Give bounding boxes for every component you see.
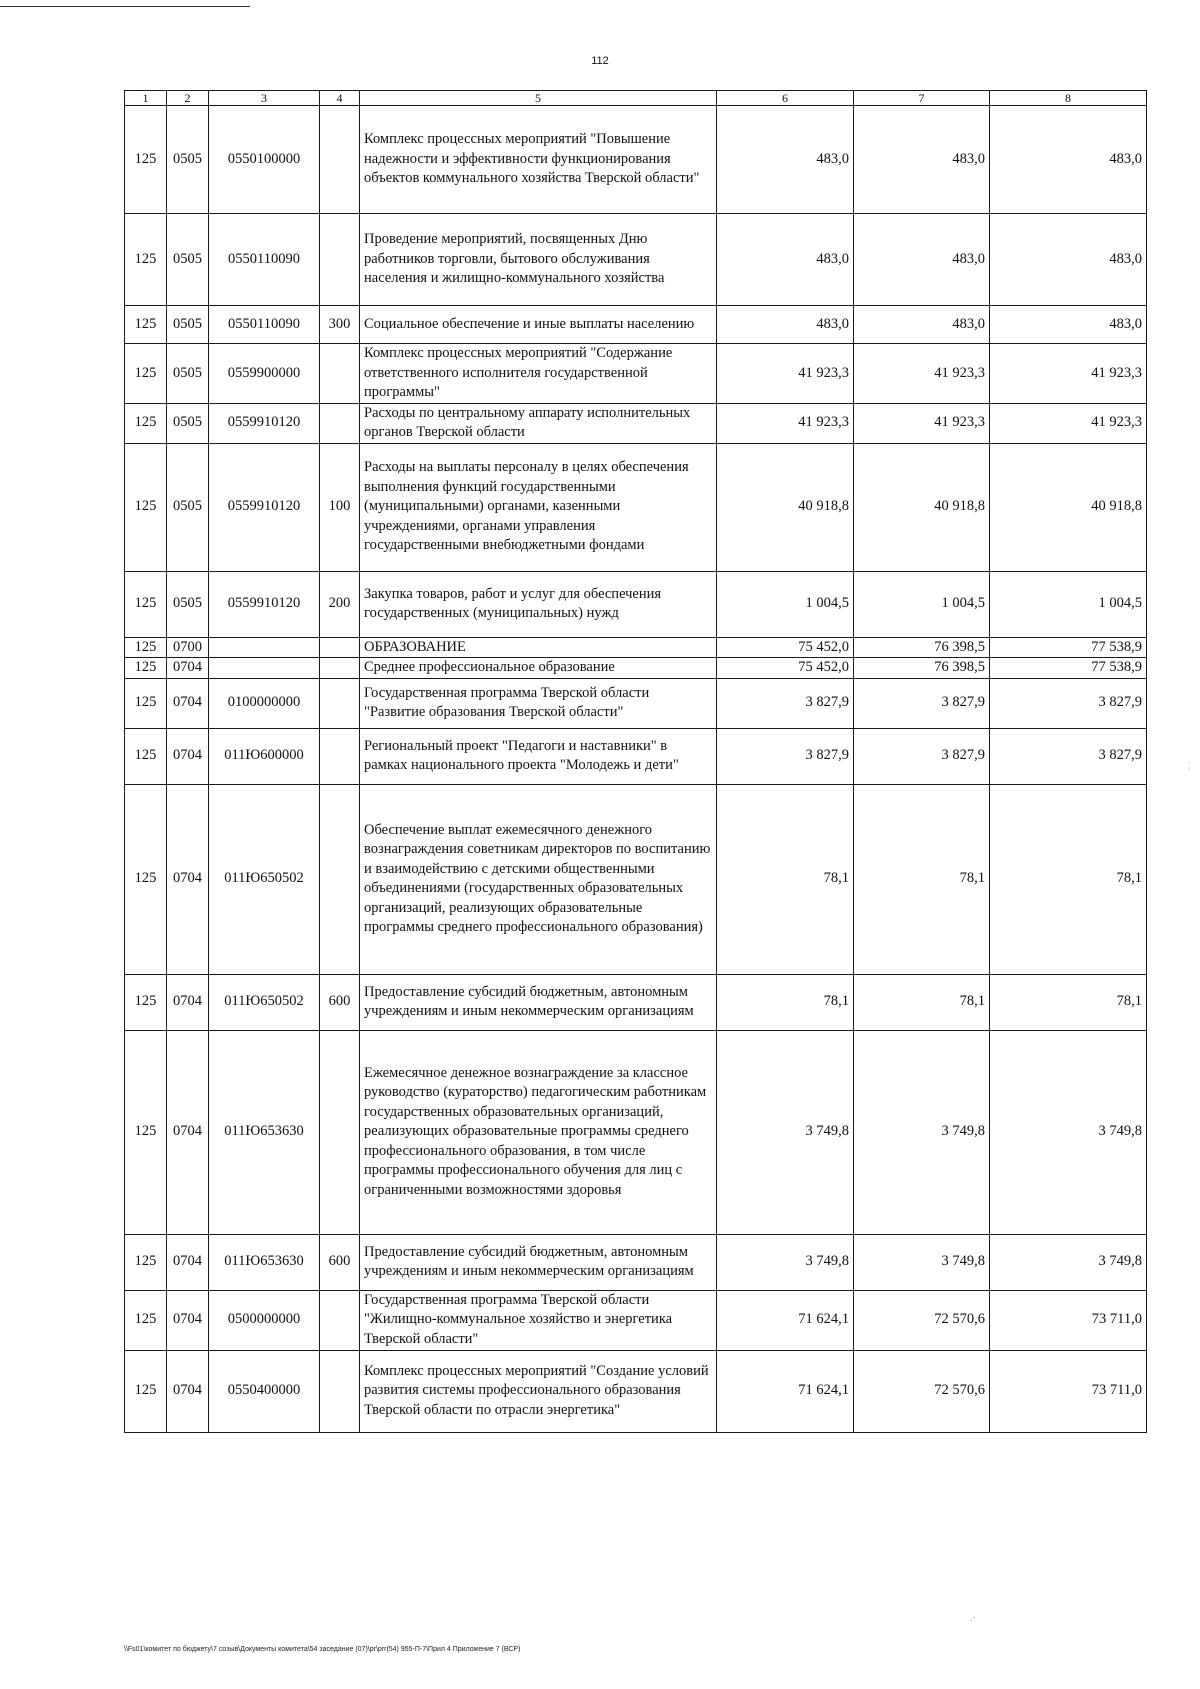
cell-col3: 0550110090 bbox=[209, 214, 320, 306]
column-header: 5 bbox=[360, 91, 717, 106]
cell-value-col6: 41 923,3 bbox=[717, 403, 854, 443]
cell-description: Государственная программа Тверской области "Развитие образования Тверской области" bbox=[360, 678, 717, 728]
cell-col3: 0550400000 bbox=[209, 1350, 320, 1432]
cell-value-col8: 3 749,8 bbox=[990, 1030, 1147, 1234]
cell-col2: 0505 bbox=[167, 106, 209, 214]
cell-col4: 300 bbox=[320, 306, 360, 344]
cell-value-col8: 3 749,8 bbox=[990, 1234, 1147, 1290]
column-header: 1 bbox=[125, 91, 167, 106]
cell-value-col7: 72 570,6 bbox=[854, 1290, 990, 1350]
cell-value-col6: 483,0 bbox=[717, 106, 854, 214]
cell-col2: 0704 bbox=[167, 1290, 209, 1350]
cell-col3: 011Ю650502 bbox=[209, 974, 320, 1030]
cell-col4 bbox=[320, 1290, 360, 1350]
table-row bbox=[125, 306, 1147, 344]
cell-col4: 600 bbox=[320, 1234, 360, 1290]
cell-value-col7: 76 398,5 bbox=[854, 637, 990, 658]
cell-col2: 0704 bbox=[167, 784, 209, 974]
cell-col3: 0550110090 bbox=[209, 306, 320, 344]
cell-col1: 125 bbox=[125, 106, 167, 214]
cell-col3 bbox=[209, 637, 320, 658]
cell-value-col6: 71 624,1 bbox=[717, 1350, 854, 1432]
cell-col1: 125 bbox=[125, 214, 167, 306]
cell-col4 bbox=[320, 403, 360, 443]
cell-col3: 0500000000 bbox=[209, 1290, 320, 1350]
cell-value-col7: 1 004,5 bbox=[854, 571, 990, 637]
scan-artifact: ¦ bbox=[1188, 760, 1191, 771]
footer-file-path: \\Fs01\комитет по бюджету\7 созыв\Документы комитета\54 заседание (07)\pr\prr(54) 955-П-7\Прил 4 Приложение 7 (ВСР) bbox=[124, 1646, 521, 1653]
cell-col3: 011Ю650502 bbox=[209, 784, 320, 974]
cell-value-col8: 483,0 bbox=[990, 214, 1147, 306]
cell-value-col7: 3 827,9 bbox=[854, 678, 990, 728]
cell-col4 bbox=[320, 784, 360, 974]
cell-col1: 125 bbox=[125, 1234, 167, 1290]
column-header: 7 bbox=[854, 91, 990, 106]
cell-col4 bbox=[320, 1030, 360, 1234]
cell-col2: 0505 bbox=[167, 403, 209, 443]
cell-col2: 0704 bbox=[167, 1234, 209, 1290]
cell-col4 bbox=[320, 728, 360, 784]
cell-col2: 0704 bbox=[167, 1030, 209, 1234]
cell-value-col8: 3 827,9 bbox=[990, 678, 1147, 728]
table-row bbox=[125, 784, 1147, 974]
cell-description: Региональный проект "Педагоги и наставники" в рамках национального проекта "Молодежь и дети" bbox=[360, 728, 717, 784]
cell-value-col7: 3 827,9 bbox=[854, 728, 990, 784]
table-row bbox=[125, 678, 1147, 728]
cell-value-col7: 41 923,3 bbox=[854, 403, 990, 443]
cell-value-col6: 483,0 bbox=[717, 214, 854, 306]
cell-col1: 125 bbox=[125, 658, 167, 679]
cell-description: Социальное обеспечение и иные выплаты населению bbox=[360, 306, 717, 344]
table-row bbox=[125, 344, 1147, 404]
cell-col2: 0700 bbox=[167, 637, 209, 658]
cell-col2: 0704 bbox=[167, 728, 209, 784]
cell-col3: 0559900000 bbox=[209, 344, 320, 404]
cell-col2: 0704 bbox=[167, 678, 209, 728]
cell-description: Предоставление субсидий бюджетным, автономным учреждениям и иным некоммерческим организациям bbox=[360, 1234, 717, 1290]
table-row bbox=[125, 1290, 1147, 1350]
cell-col1: 125 bbox=[125, 1030, 167, 1234]
cell-col2: 0505 bbox=[167, 571, 209, 637]
cell-description: ОБРАЗОВАНИЕ bbox=[360, 637, 717, 658]
cell-value-col8: 78,1 bbox=[990, 784, 1147, 974]
cell-col4 bbox=[320, 637, 360, 658]
cell-col4 bbox=[320, 658, 360, 679]
cell-value-col6: 3 827,9 bbox=[717, 678, 854, 728]
cell-description: Закупка товаров, работ и услуг для обеспечения государственных (муниципальных) нужд bbox=[360, 571, 717, 637]
cell-col2: 0505 bbox=[167, 344, 209, 404]
cell-col2: 0704 bbox=[167, 974, 209, 1030]
cell-value-col8: 77 538,9 bbox=[990, 637, 1147, 658]
cell-col3: 011Ю653630 bbox=[209, 1234, 320, 1290]
cell-value-col6: 3 749,8 bbox=[717, 1234, 854, 1290]
cell-value-col7: 72 570,6 bbox=[854, 1350, 990, 1432]
cell-value-col6: 41 923,3 bbox=[717, 344, 854, 404]
cell-col3: 0550100000 bbox=[209, 106, 320, 214]
cell-col1: 125 bbox=[125, 728, 167, 784]
cell-value-col7: 483,0 bbox=[854, 306, 990, 344]
cell-value-col7: 3 749,8 bbox=[854, 1234, 990, 1290]
cell-col1: 125 bbox=[125, 678, 167, 728]
cell-value-col8: 73 711,0 bbox=[990, 1350, 1147, 1432]
cell-value-col7: 483,0 bbox=[854, 214, 990, 306]
table-header-row bbox=[125, 91, 1147, 106]
cell-value-col8: 1 004,5 bbox=[990, 571, 1147, 637]
cell-col1: 125 bbox=[125, 571, 167, 637]
column-header: 8 bbox=[990, 91, 1147, 106]
cell-value-col7: 483,0 bbox=[854, 106, 990, 214]
cell-value-col7: 41 923,3 bbox=[854, 344, 990, 404]
table-row bbox=[125, 1234, 1147, 1290]
cell-value-col7: 78,1 bbox=[854, 784, 990, 974]
cell-value-col6: 78,1 bbox=[717, 784, 854, 974]
cell-value-col8: 40 918,8 bbox=[990, 443, 1147, 571]
cell-value-col6: 483,0 bbox=[717, 306, 854, 344]
cell-value-col8: 3 827,9 bbox=[990, 728, 1147, 784]
table-row bbox=[125, 728, 1147, 784]
cell-col2: 0505 bbox=[167, 443, 209, 571]
cell-description: Комплекс процессных мероприятий "Содержание ответственного исполнителя государственной программы" bbox=[360, 344, 717, 404]
cell-col3: 011Ю600000 bbox=[209, 728, 320, 784]
cell-col2: 0704 bbox=[167, 658, 209, 679]
cell-description: Ежемесячное денежное вознаграждение за классное руководство (кураторство) педагогическим работникам государственных образовательных организаций, реализующих образовательные программы среднего профессионального образования, в том числе программы профессионального обучения для лиц с ограниченными возможностями здоровья bbox=[360, 1030, 717, 1234]
cell-col3: 0100000000 bbox=[209, 678, 320, 728]
cell-value-col6: 78,1 bbox=[717, 974, 854, 1030]
cell-description: Комплекс процессных мероприятий "Повышение надежности и эффективности функционирования объектов коммунального хозяйства Тверской области" bbox=[360, 106, 717, 214]
page-number: 112 bbox=[591, 55, 609, 67]
table-row bbox=[125, 443, 1147, 571]
cell-value-col6: 1 004,5 bbox=[717, 571, 854, 637]
cell-col1: 125 bbox=[125, 403, 167, 443]
cell-col4 bbox=[320, 678, 360, 728]
cell-col2: 0505 bbox=[167, 214, 209, 306]
cell-value-col8: 483,0 bbox=[990, 306, 1147, 344]
cell-value-col8: 41 923,3 bbox=[990, 403, 1147, 443]
cell-col1: 125 bbox=[125, 974, 167, 1030]
cell-col2: 0505 bbox=[167, 306, 209, 344]
scan-artifact: .· bbox=[970, 1613, 976, 1624]
cell-description: Государственная программа Тверской области "Жилищно-коммунальное хозяйство и энергетика Тверской области" bbox=[360, 1290, 717, 1350]
cell-col4 bbox=[320, 344, 360, 404]
table-row bbox=[125, 571, 1147, 637]
cell-value-col6: 40 918,8 bbox=[717, 443, 854, 571]
cell-col4 bbox=[320, 106, 360, 214]
cell-col3: 0559910120 bbox=[209, 571, 320, 637]
cell-value-col6: 71 624,1 bbox=[717, 1290, 854, 1350]
cell-col1: 125 bbox=[125, 1350, 167, 1432]
cell-value-col6: 3 827,9 bbox=[717, 728, 854, 784]
column-header: 4 bbox=[320, 91, 360, 106]
top-border-line bbox=[0, 6, 250, 7]
table-row bbox=[125, 658, 1147, 679]
cell-col3: 0559910120 bbox=[209, 403, 320, 443]
cell-description: Обеспечение выплат ежемесячного денежного вознаграждения советникам директоров по воспитанию и взаимодействию с детскими общественными объединениями (государственных образовательных организаций, реализующих образовательные программы среднего профессионального образования) bbox=[360, 784, 717, 974]
table-row bbox=[125, 1030, 1147, 1234]
cell-value-col8: 78,1 bbox=[990, 974, 1147, 1030]
cell-col1: 125 bbox=[125, 1290, 167, 1350]
table-row bbox=[125, 106, 1147, 214]
cell-value-col8: 41 923,3 bbox=[990, 344, 1147, 404]
table-row bbox=[125, 1350, 1147, 1432]
cell-col2: 0704 bbox=[167, 1350, 209, 1432]
cell-value-col7: 76 398,5 bbox=[854, 658, 990, 679]
cell-col1: 125 bbox=[125, 637, 167, 658]
cell-value-col6: 75 452,0 bbox=[717, 637, 854, 658]
cell-col4: 200 bbox=[320, 571, 360, 637]
cell-value-col8: 77 538,9 bbox=[990, 658, 1147, 679]
cell-col4 bbox=[320, 214, 360, 306]
cell-value-col8: 73 711,0 bbox=[990, 1290, 1147, 1350]
budget-table bbox=[124, 90, 1147, 1433]
cell-value-col7: 40 918,8 bbox=[854, 443, 990, 571]
table-row bbox=[125, 974, 1147, 1030]
column-header: 2 bbox=[167, 91, 209, 106]
cell-col1: 125 bbox=[125, 306, 167, 344]
cell-col3: 011Ю653630 bbox=[209, 1030, 320, 1234]
cell-col1: 125 bbox=[125, 784, 167, 974]
column-header: 6 bbox=[717, 91, 854, 106]
cell-col4: 100 bbox=[320, 443, 360, 571]
table-row bbox=[125, 403, 1147, 443]
cell-description: Предоставление субсидий бюджетным, автономным учреждениям и иным некоммерческим организациям bbox=[360, 974, 717, 1030]
cell-col3 bbox=[209, 658, 320, 679]
column-header: 3 bbox=[209, 91, 320, 106]
cell-value-col6: 3 749,8 bbox=[717, 1030, 854, 1234]
cell-description: Среднее профессиональное образование bbox=[360, 658, 717, 679]
cell-col4 bbox=[320, 1350, 360, 1432]
cell-value-col6: 75 452,0 bbox=[717, 658, 854, 679]
table-row bbox=[125, 637, 1147, 658]
cell-description: Расходы по центральному аппарату исполнительных органов Тверской области bbox=[360, 403, 717, 443]
cell-col4: 600 bbox=[320, 974, 360, 1030]
cell-description: Проведение мероприятий, посвященных Дню работников торговли, бытового обслуживания населения и жилищно-коммунального хозяйства bbox=[360, 214, 717, 306]
cell-description: Расходы на выплаты персоналу в целях обеспечения выполнения функций государственными (муниципальными) органами, казенными учреждениями, органами управления государственными внебюджетными фондами bbox=[360, 443, 717, 571]
cell-col1: 125 bbox=[125, 443, 167, 571]
cell-value-col8: 483,0 bbox=[990, 106, 1147, 214]
cell-value-col7: 78,1 bbox=[854, 974, 990, 1030]
cell-value-col7: 3 749,8 bbox=[854, 1030, 990, 1234]
cell-description: Комплекс процессных мероприятий "Создание условий развития системы профессионального образования Тверской области по отрасли энергетика" bbox=[360, 1350, 717, 1432]
table-row bbox=[125, 214, 1147, 306]
cell-col3: 0559910120 bbox=[209, 443, 320, 571]
cell-col1: 125 bbox=[125, 344, 167, 404]
